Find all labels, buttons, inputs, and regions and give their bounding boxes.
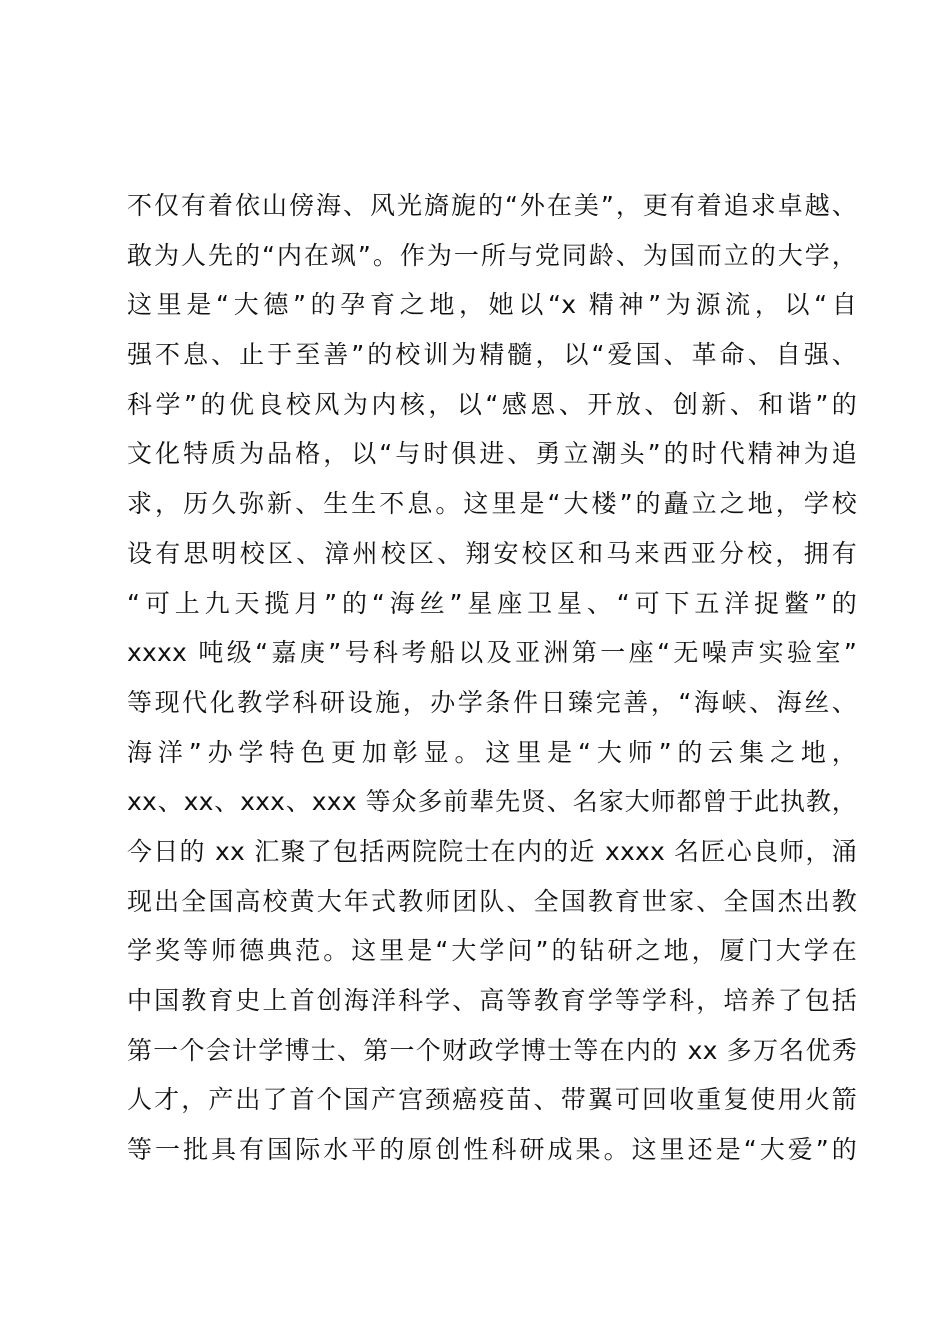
text-line: 人才，产出了首个国产宫颈癌疫苗、带翼可回收重复使用火箭 <box>127 1085 857 1115</box>
text-line: 第一个会计学博士、第一个财政学博士等在内的 xx 多万名优秀 <box>127 1035 857 1065</box>
text-line: 现出全国高校黄大年式教师团队、全国教育世家、全国杰出教 <box>127 886 857 916</box>
text-line: 这里是“大德”的孕育之地，她以“x 精神”为源流，以“自 <box>127 290 857 320</box>
text-line: 中国教育史上首创海洋科学、高等教育学等学科，培养了包括 <box>127 986 857 1015</box>
text-line: xx、xx、xxx、xxx 等众多前辈先贤、名家大师都曾于此执教， <box>127 787 857 817</box>
text-line: 学奖等师德典范。这里是“大学问”的钻研之地，厦门大学在 <box>127 936 857 966</box>
text-line: 不仅有着依山傍海、风光旖旎的“外在美”，更有着追求卓越、 <box>127 191 857 220</box>
text-line: 今日的 xx 汇聚了包括两院院士在内的近 xxxx 名匠心良师，涌 <box>127 836 857 866</box>
text-line: 敢为人先的“内在飒”。作为一所与党同龄、为国而立的大学， <box>127 240 857 270</box>
text-line: 科学”的优良校风为内核，以“感恩、开放、创新、和谐”的 <box>127 389 857 419</box>
text-line: 设有思明校区、漳州校区、翔安校区和马来西亚分校，拥有 <box>127 538 857 568</box>
text-line: xxxx 吨级“嘉庚”号科考船以及亚洲第一座“无噪声实验室” <box>127 638 857 668</box>
text-line: 文化特质为品格，以“与时俱进、勇立潮头”的时代精神为追 <box>127 439 857 469</box>
text-line: 求，历久弥新、生生不息。这里是“大楼”的矗立之地，学校 <box>127 489 857 519</box>
text-line: 强不息、止于至善”的校训为精髓，以“爱国、革命、自强、 <box>127 340 857 370</box>
text-line: 等现代化教学科研设施，办学条件日臻完善，“海峡、海丝、 <box>127 687 857 717</box>
text-line: 等一批具有国际水平的原创性科研成果。这里还是“大爱”的 <box>127 1135 857 1165</box>
text-line: 海洋”办学特色更加彰显。这里是“大师”的云集之地， <box>127 737 857 767</box>
text-line: “可上九天揽月”的“海丝”星座卫星、“可下五洋捉鳖”的 <box>127 588 857 618</box>
body-paragraph <box>127 181 857 1175</box>
